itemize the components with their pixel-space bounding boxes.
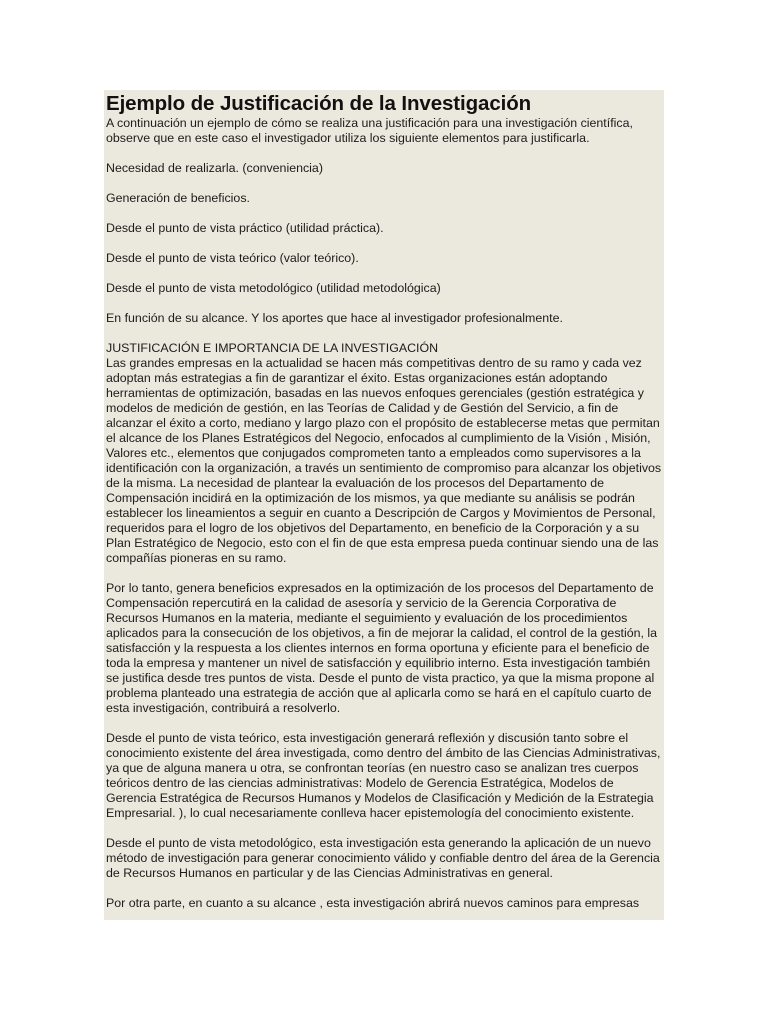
- section-heading: JUSTIFICACIÓN E IMPORTANCIA DE LA INVESTIGACIÓN: [106, 341, 439, 355]
- body-paragraph: Por otra parte, en cuanto a su alcance , esta investigación abrirá nuevos caminos para empresas: [106, 896, 640, 910]
- element-item: En función de su alcance. Y los aportes que hace al investigador profesionalmente.: [106, 311, 563, 325]
- element-item: Generación de beneficios.: [106, 191, 250, 205]
- element-item: Desde el punto de vista teórico (valor teórico).: [106, 251, 359, 265]
- document-title: Ejemplo de Justificación de la Investigación: [106, 92, 532, 115]
- body-paragraph: Desde el punto de vista teórico, esta investigación generará reflexión y discusión tanto sobre el conocimiento existente del área investigada, como dentro del ámbito de las Ciencias Administrativas, ya que de alguna manera u otra, se confrontan teorías (en nuestro caso se analizan tres cuerpos teóricos dentro de las ciencias administrativas: Modelo de Gerencia Estratégica, Modelos de Gerencia Estratégica de Recursos Humanos y Modelos de Clasificación y Medición de la Estrategia Empresarial. ), lo cual necesariamente conlleva hacer epistemología del conocimiento existente.: [106, 731, 661, 820]
- document-content-block: [104, 90, 664, 920]
- body-paragraph: Por lo tanto, genera beneficios expresados en la optimización de los procesos del Departamento de Compensación repercutirá en la calidad de asesoría y servicio de la Gerencia Corporativa de Recursos Humanos en la materia, mediante el seguimiento y evaluación de los procedimientos aplicados para la consecución de los objetivos, a fin de mejorar la calidad, el control de la gestión, la satisfacción y la respuesta a los clientes internos en forma oportuna y eficiente para el beneficio de toda la empresa y mantener un nivel de satisfacción y equilibrio interno. Esta investigación también se justifica desde tres puntos de vista. Desde el punto de vista practico, ya que la misma propone al problema planteado una estrategia de acción que al aplicarla como se hará en el capítulo cuarto de esta investigación, contribuirá a resolverlo.: [106, 581, 658, 715]
- element-item: Necesidad de realizarla. (conveniencia): [106, 161, 323, 175]
- element-item: Desde el punto de vista metodológico (utilidad metodológica): [106, 281, 441, 295]
- body-paragraph: Desde el punto de vista metodológico, esta investigación esta generando la aplicación de un nuevo método de investigación para generar conocimiento válido y confiable dentro del área de la Gerencia de Recursos Humanos en particular y de las Ciencias Administrativas en general.: [106, 836, 660, 880]
- intro-paragraph: A continuación un ejemplo de cómo se realiza una justificación para una investigación científica, observe que en este caso el investigador utiliza los siguiente elementos para justificarla.: [106, 116, 633, 145]
- body-paragraph: Las grandes empresas en la actualidad se hacen más competitivas dentro de su ramo y cada vez adoptan más estrategias a fin de garantizar el éxito. Estas organizaciones están adoptando herramientas de optimización, basadas en las nuevos enfoques gerenciales (gestión estratégica y modelos de medición de gestión, en las Teorías de Calidad y de Gestión del Servicio, a fin de alcanzar el éxito a corto, mediano y largo plazo con el propósito de establecerse metas que permitan el alcance de los Planes Estratégicos del Negocio, enfocados al cumplimiento de la Visión , Misión, Valores etc., elementos que conjugados comprometen tanto a empleados como supervisores a la identificación con la organización, a través un sentimiento de compromiso para alcanzar los objetivos de la misma. La necesidad de plantear la evaluación de los procesos del Departamento de Compensación incidirá en la optimización de los mismos, ya que mediante su análisis se podrán establecer los lineamientos a seguir en cuanto a Descripción de Cargos y Movimientos de Personal, requeridos para el logro de los objetivos del Departamento, en beneficio de la Corporación y a su Plan Estratégico de Negocio, esto con el fin de que esta empresa pueda continuar siendo una de las compañías pioneras en su ramo.: [106, 356, 662, 565]
- element-item: Desde el punto de vista práctico (utilidad práctica).: [106, 221, 384, 235]
